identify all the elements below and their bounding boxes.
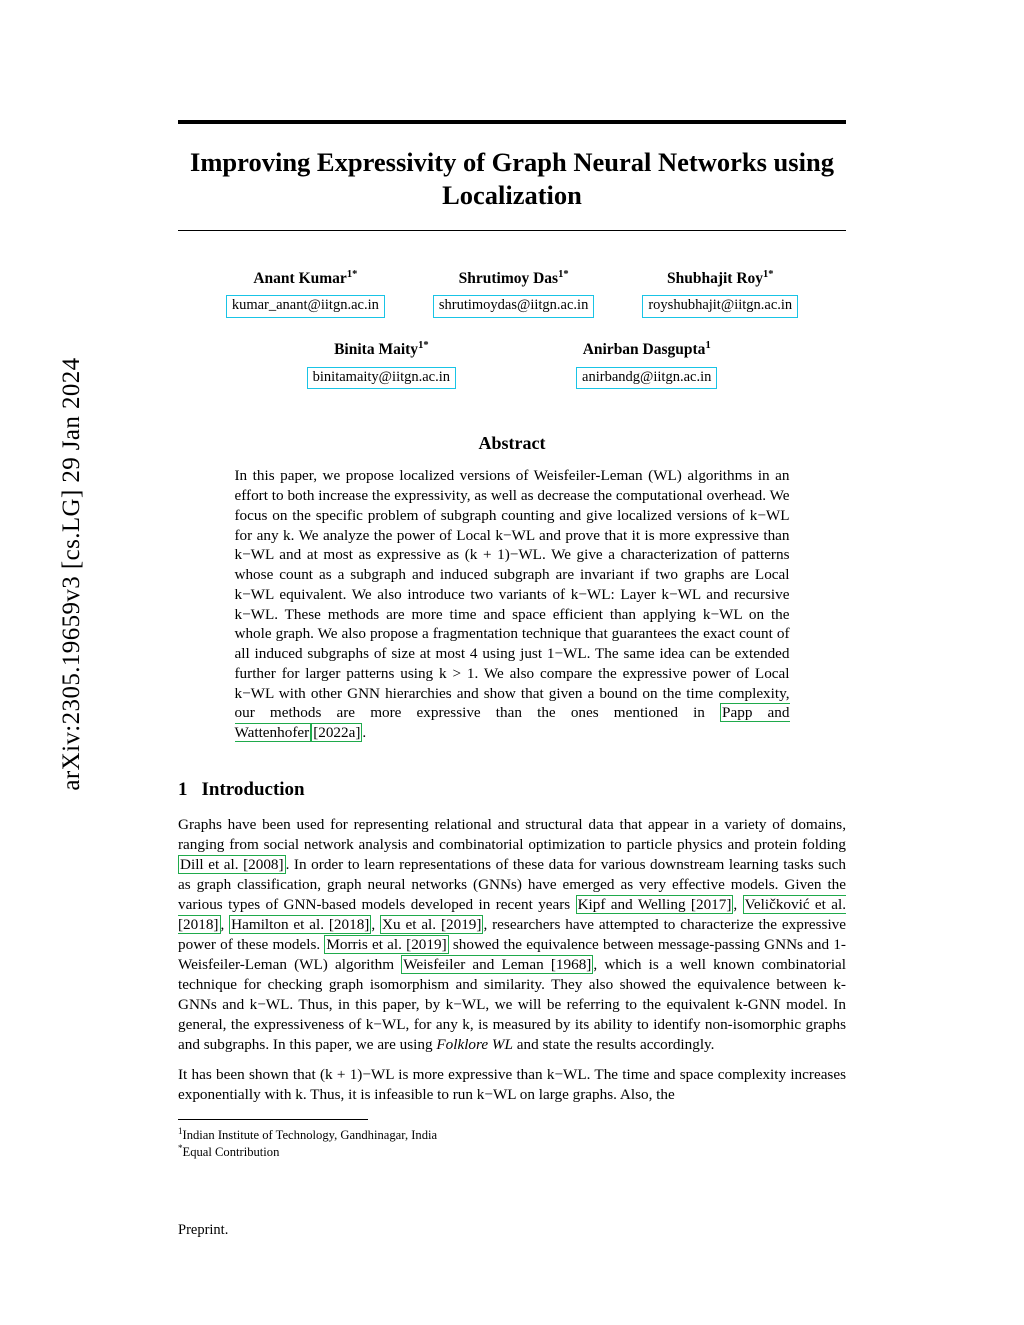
author-entry: [642, 269, 798, 318]
preprint-note: Preprint.: [178, 1222, 229, 1238]
text-run: ,: [371, 915, 381, 933]
text-run: showed the equivalence between message-passing GNNs and 1-Weisfeiler-Leman (WL) algorithm: [178, 935, 846, 973]
author-email[interactable]: binitamaity@iitgn.ac.in: [307, 367, 456, 390]
citation-link[interactable]: Veličković et al. [2018]: [178, 895, 847, 933]
author-email[interactable]: anirbandg@iitgn.ac.in: [576, 367, 717, 390]
author-name: Anirban Dasgupta$^1$: [582, 340, 711, 359]
citation-link[interactable]: Morris et al. [2019]: [326, 935, 447, 953]
author-name: Shrutimoy Das$^{1*}$: [458, 269, 569, 288]
footnote-marker: *: [178, 1143, 183, 1154]
text-run: . In order to learn representations of these data for various downstream learning tasks such as graph classification, graph neural networks (GNNs) have emerged as very effective models. Given the various types of GNN-based models developed in recent years: [178, 855, 846, 913]
citation-link[interactable]: Xu et al. [2019]: [382, 915, 482, 933]
paper-content: [178, 120, 846, 1161]
text-run: It has been shown that (k + 1)−WL is more expressive than k−WL. The time and space complexity increases exponentially with k. Thus, it is infeasible to run k−WL on large graphs. Also, the: [178, 1065, 846, 1103]
authors-block: [178, 269, 846, 389]
paragraph-intro-2: [178, 1065, 846, 1105]
abstract-body: [235, 466, 790, 743]
author-email[interactable]: shrutimoydas@iitgn.ac.in: [433, 295, 594, 318]
author-name: Anant Kumar$^{1*}$: [253, 269, 358, 288]
author-entry: [433, 269, 594, 318]
author-affiliation-marker: 1: [705, 340, 711, 352]
footnote-text: Indian Institute of Technology, Gandhinagar, India: [182, 1127, 438, 1142]
text-run: ,: [220, 915, 230, 933]
citation-link[interactable]: Hamilton et al. [2018]: [231, 915, 370, 933]
author-affiliation-marker: 1*: [346, 269, 358, 281]
section-heading-introduction: [178, 779, 846, 801]
author-affiliation-marker: 1*: [763, 269, 774, 281]
author-row-2: [178, 340, 846, 389]
citation-link[interactable]: [2022a]: [313, 724, 361, 742]
footnote-marker: 1: [178, 1125, 183, 1136]
abstract-text-part-2: .: [362, 724, 367, 742]
section-number: 1: [178, 778, 188, 800]
arxiv-identifier-stamp: arXiv:2305.19659v3 [cs.LG] 29 Jan 2024: [58, 357, 85, 791]
author-name: Shubhajit Roy$^{1*}$: [666, 269, 774, 288]
author-email[interactable]: kumar_anant@iitgn.ac.in: [226, 295, 385, 318]
section-title: Introduction: [201, 778, 305, 800]
author-name: Binita Maity$^{1*}$: [334, 340, 429, 359]
author-entry: [307, 340, 456, 389]
author-entry: [226, 269, 385, 318]
footnote-2: [178, 1143, 846, 1161]
text-run: , which is a well known combinatorial technique for checking graph isomorphism and similarity. They also showed the equivalence between k-GNNs and k−WL. Thus, in this paper, by k−WL, we will be referring to the equivalent k-GNN model. In general, the expressiveness of k−WL, for any k, is measured by its ability to identify non-isomorphic graphs and subgraphs. In this paper, we are using: [178, 955, 846, 1053]
title-top-rule: [178, 120, 846, 124]
footnote-1: [178, 1126, 846, 1144]
citation-link[interactable]: Weisfeiler and Leman [1968]: [403, 955, 592, 973]
text-run: and state the results accordingly.: [513, 1035, 715, 1053]
text-run: ,: [733, 895, 743, 913]
paragraph-intro-1: [178, 815, 846, 1055]
text-run: , researchers have attempted to characterize the expressive power of these models.: [178, 915, 846, 953]
citation-link[interactable]: Papp and Wattenhofer: [234, 704, 790, 742]
citation-link[interactable]: Dill et al. [2008]: [180, 855, 284, 873]
title-bottom-rule: [178, 230, 846, 231]
author-entry: [576, 340, 717, 389]
emphasis-text: Folklore WL: [436, 1035, 513, 1053]
page-title: Improving Expressivity of Graph Neural Networks using Localization: [190, 147, 834, 211]
text-run: Graphs have been used for representing relational and structural data that appear in a variety of domains, ranging from social network analysis and combinatorial optimization to particle physics and protein folding: [178, 815, 846, 853]
footnote-separator: [178, 1119, 368, 1120]
footnote-text: Equal Contribution: [182, 1145, 280, 1160]
author-email[interactable]: royshubhajit@iitgn.ac.in: [642, 295, 798, 318]
author-affiliation-marker: 1*: [558, 269, 569, 281]
author-affiliation-marker: 1*: [418, 340, 429, 352]
abstract-heading: Abstract: [478, 433, 546, 454]
abstract-text-part-1: In this paper, we propose localized versions of Weisfeiler-Leman (WL) algorithms in an effort to both increase the expressivity, as well as decrease the computational overhead. We focus on the specific problem of subgraph counting and give localized versions of k−WL for any k. We analyze the power of Local k−WL and prove that it is more expressive than k−WL and at most as expressive as (k + 1)−WL. We give a characterization of patterns whose count as a subgraph and induced subgraph are invariant if two graphs are Local k−WL equivalent. We also introduce two variants of k−WL: Layer k−WL and recursive k−WL. These methods are more time and space efficient than applying k−WL on the whole graph. We also propose a fragmentation technique that guarantees the exact count of all induced subgraphs of size at most 4 using just 1−WL. The same idea can be extended further for larger patterns using k > 1. We also compare the expressive power of Local k−WL with other GNN hierarchies and show that given a bound on the time complexity, our methods are more expressive than the ones mentioned in: [234, 467, 790, 722]
author-row-1: [178, 269, 846, 318]
citation-link[interactable]: Kipf and Welling [2017]: [577, 895, 732, 913]
